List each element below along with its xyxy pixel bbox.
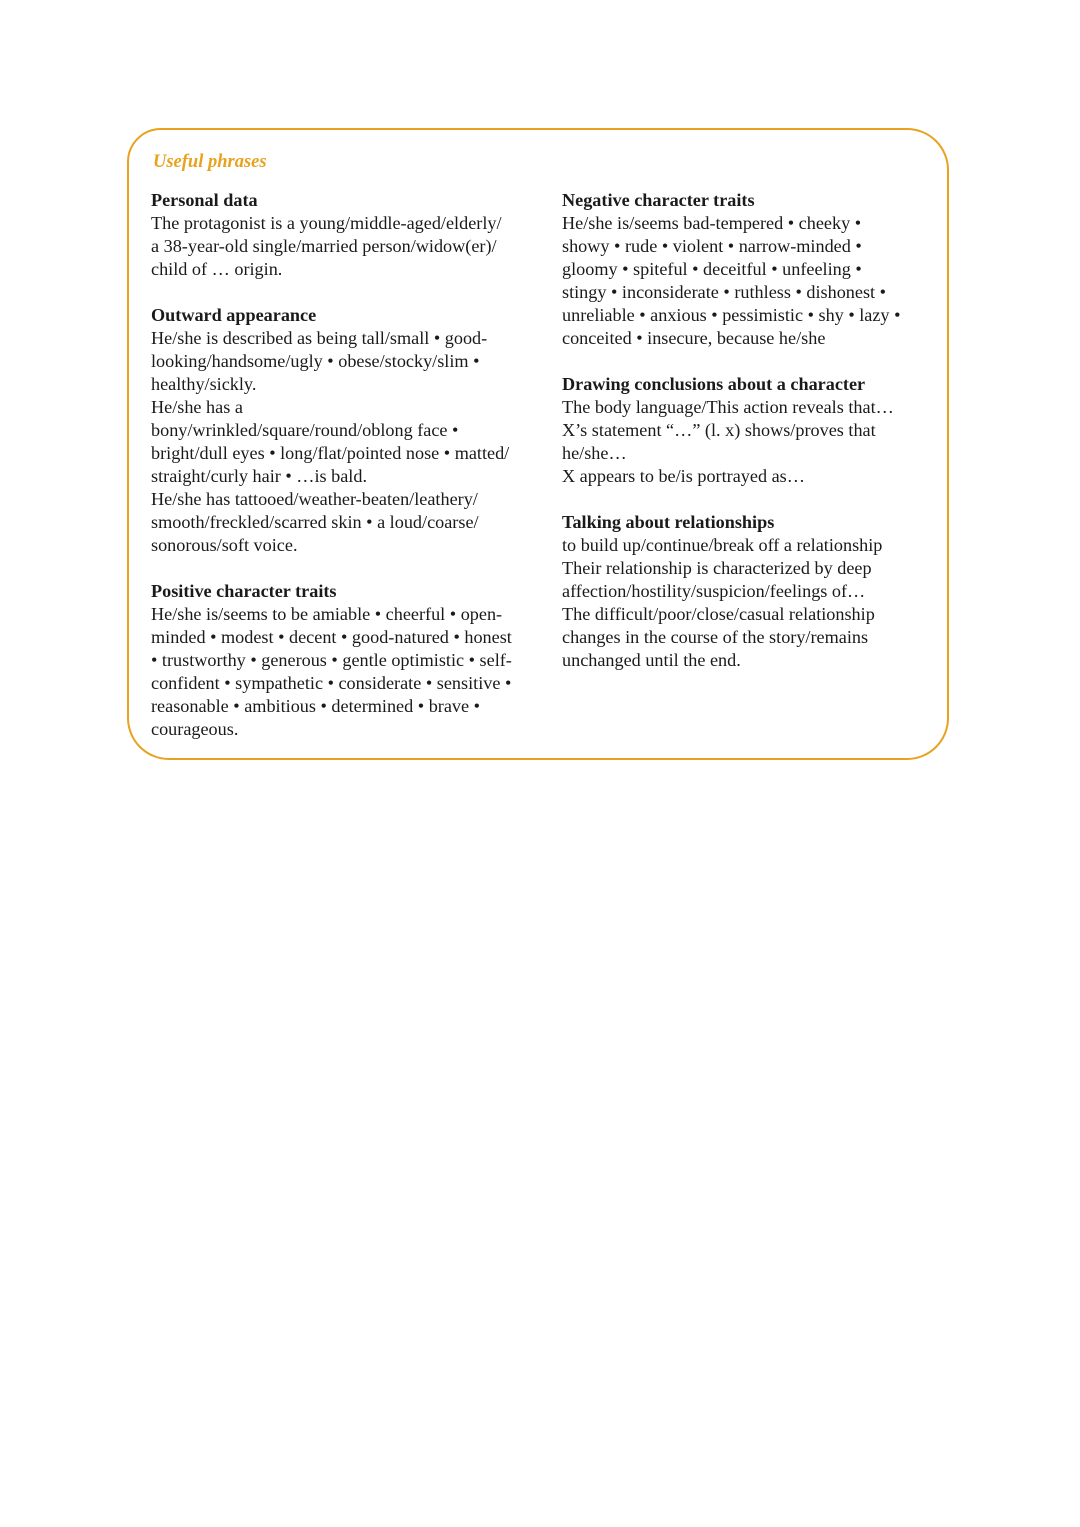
section-line: He/she has a <box>151 397 243 417</box>
section-line: He/she is/seems bad-tempered • cheeky • <box>562 213 862 233</box>
section-heading: Outward appearance <box>151 305 317 325</box>
section-line: healthy/sickly. <box>151 374 257 394</box>
section-line: sonorous/soft voice. <box>151 535 298 555</box>
section-line: smooth/freckled/scarred skin • a loud/coarse/ <box>151 512 479 532</box>
left-column <box>151 189 551 764</box>
section-line: confident • sympathetic • considerate • sensitive • <box>151 673 512 693</box>
useful-phrases-box <box>127 128 949 760</box>
section-line: child of … origin. <box>151 259 283 279</box>
section-relationships <box>562 511 942 672</box>
section-line: He/she is/seems to be amiable • cheerful • open- <box>151 604 503 624</box>
section-line: stingy • inconsiderate • ruthless • dishonest • <box>562 282 887 302</box>
section-heading: Talking about relationships <box>562 512 775 532</box>
section-line: gloomy • spiteful • deceitful • unfeeling • <box>562 259 862 279</box>
section-heading: Negative character traits <box>562 190 755 210</box>
section-line: unchanged until the end. <box>562 650 741 670</box>
section-line: X appears to be/is portrayed as… <box>562 466 805 486</box>
box-title: Useful phrases <box>153 152 267 172</box>
section-line: changes in the course of the story/remains <box>562 627 869 647</box>
section-line: unreliable • anxious • pessimistic • shy • lazy • <box>562 305 901 325</box>
section-positive-traits <box>151 580 551 741</box>
section-line: straight/curly hair • …is bald. <box>151 466 367 486</box>
section-line: he/she… <box>562 443 627 463</box>
section-line: minded • modest • decent • good-natured • honest <box>151 627 512 647</box>
section-negative-traits <box>562 189 942 350</box>
section-line: bright/dull eyes • long/flat/pointed nose • matted/ <box>151 443 510 463</box>
section-line: The difficult/poor/close/casual relationship <box>562 604 875 624</box>
section-outward-appearance <box>151 304 551 557</box>
section-line: conceited • insecure, because he/she <box>562 328 826 348</box>
section-line: looking/handsome/ugly • obese/stocky/slim • <box>151 351 480 371</box>
section-line: • trustworthy • generous • gentle optimistic • self- <box>151 650 512 670</box>
section-line: reasonable • ambitious • determined • brave • <box>151 696 480 716</box>
section-line: affection/hostility/suspicion/feelings of… <box>562 581 866 601</box>
section-line: bony/wrinkled/square/round/oblong face • <box>151 420 459 440</box>
section-line: The body language/This action reveals that… <box>562 397 894 417</box>
section-line: showy • rude • violent • narrow-minded • <box>562 236 862 256</box>
section-line: The protagonist is a young/middle-aged/elderly/ <box>151 213 502 233</box>
section-line: He/she is described as being tall/small • good- <box>151 328 488 348</box>
section-line: X’s statement “…” (l. x) shows/proves that <box>562 420 876 440</box>
section-line: He/she has tattooed/weather-beaten/leathery/ <box>151 489 478 509</box>
section-line: to build up/continue/break off a relationship <box>562 535 883 555</box>
section-line: courageous. <box>151 719 239 739</box>
section-drawing-conclusions <box>562 373 942 488</box>
section-heading: Personal data <box>151 190 258 210</box>
section-heading: Positive character traits <box>151 581 337 601</box>
section-line: a 38-year-old single/married person/widow(er)/ <box>151 236 497 256</box>
section-line: Their relationship is characterized by deep <box>562 558 872 578</box>
right-column <box>562 189 942 695</box>
section-heading: Drawing conclusions about a character <box>562 374 866 394</box>
section-personal-data <box>151 189 551 281</box>
